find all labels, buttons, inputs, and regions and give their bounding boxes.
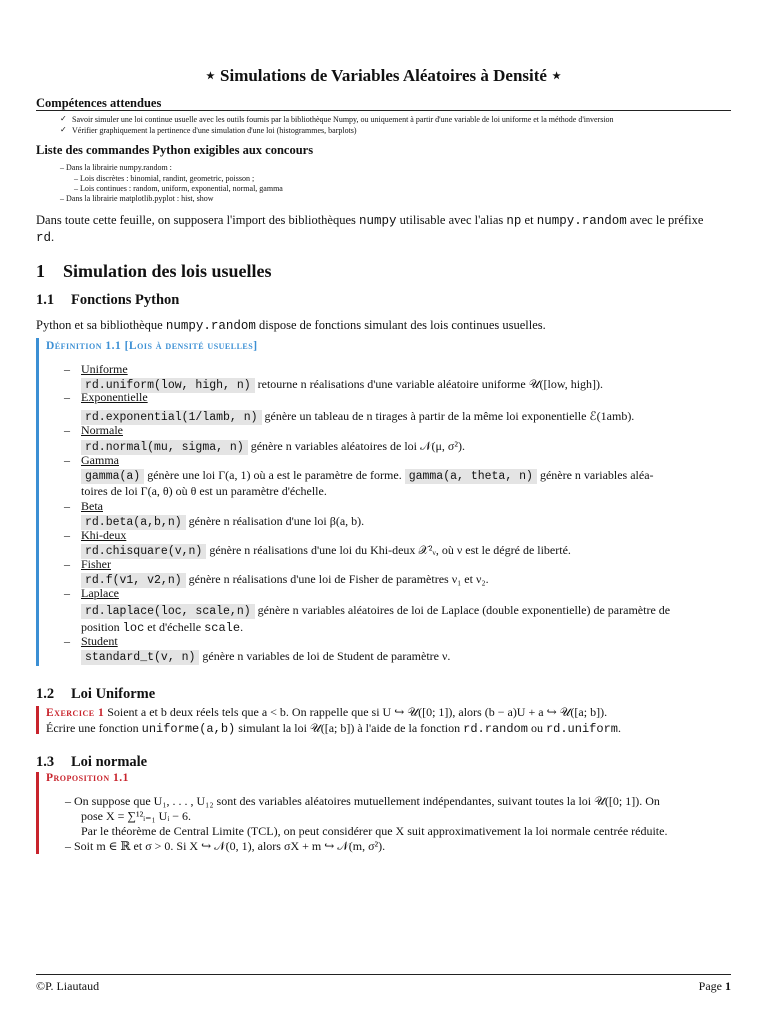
page-label: Page [698, 979, 722, 993]
law-name: Uniforme [81, 362, 128, 376]
footer-author: ©P. Liautaud [36, 979, 100, 993]
check-icon: ✓ [60, 125, 67, 134]
law-code: rd.f(v1, v2,n) [81, 573, 186, 588]
intro-text: et [524, 213, 534, 227]
law-code: standard_t(v, n) [81, 650, 199, 665]
commandes-heading: Liste des commandes Python exigibles aux concours [36, 143, 314, 157]
intro-mono: np [506, 214, 522, 228]
law-name: Student [81, 634, 118, 648]
intro-paragraph [36, 212, 731, 246]
exercise-line: Écrire une fonction [46, 721, 139, 735]
law-code: rd.uniform(low, high, n) [81, 378, 255, 393]
law-code: rd.beta(a,b,n) [81, 515, 186, 530]
exercise-line: Soient a et b deux réels tels que a < b. On rappelle que si U ↪ 𝒰([0; 1]), alors (b − a)U + a ↪ 𝒰([a; b]). [107, 705, 608, 719]
definition-bar [36, 338, 39, 666]
proposition-bar [36, 772, 39, 854]
law-desc: génère n réalisations d'une loi de Fisher de paramètres ν₁ et ν₂. [188, 572, 489, 586]
subsection-heading [36, 754, 147, 771]
commande-line: – Lois discrètes : binomial, randint, geometric, poisson ; [74, 174, 255, 183]
law-desc: génère n réalisations d'une loi du Khi-deux 𝒳²ᵥ, où ν est le dégré de liberté. [209, 543, 571, 557]
law-name: Gamma [81, 453, 119, 467]
law-name: Fisher [81, 557, 111, 571]
exercise-mono: rd.random [463, 722, 528, 736]
subsection-heading [36, 292, 179, 309]
check-icon: ✓ [60, 114, 67, 123]
sub11-mono: numpy.random [165, 319, 256, 333]
competence-item: Vérifier graphiquement la pertinence d'une simulation d'une loi (histogrammes, barplots) [72, 126, 357, 135]
intro-text: . [51, 230, 55, 244]
law-desc: génère n réalisation d'une loi β(a, b). [188, 514, 365, 528]
commande-line: – Dans la librairie matplotlib.pyplot : hist, show [60, 194, 214, 203]
exercise-line: simulant la loi 𝒰([a; b]) à l'aide de la fonction [238, 721, 461, 735]
law-desc: génère n variables aléatoires de loi 𝒩(μ, σ²). [250, 439, 465, 453]
subsection-number: 1.1 [36, 292, 55, 308]
sub11-text-part: Python et sa bibliothèque [36, 318, 163, 332]
intro-text: Dans toute cette feuille, on supposera l'import des bibliothèques [36, 213, 356, 227]
law-desc-3: toires de loi Γ(a, θ) où θ est un paramètre d'échelle. [81, 484, 327, 498]
law-code-2: gamma(a, theta, n) [405, 469, 537, 484]
law-desc: retourne n réalisations d'une variable aléatoire uniforme 𝒰([low, high]). [257, 377, 604, 391]
commande-line: – Lois continues : random, uniform, exponential, normal, gamma [74, 184, 283, 193]
exercise-mono: rd.uniform [545, 722, 618, 736]
law-code: rd.exponential(1/lamb, n) [81, 410, 262, 425]
subsection-number: 1.3 [36, 754, 55, 770]
law-desc-3 [81, 620, 731, 636]
exercise-line: ou [530, 721, 543, 735]
law-code: rd.laplace(loc, scale,n) [81, 604, 255, 619]
intro-text: utilisable avec l'alias [399, 213, 504, 227]
law-mono: loc [122, 621, 145, 635]
intro-mono: rd [36, 231, 52, 245]
intro-text: avec le préfixe [629, 213, 704, 227]
subsection-title: Loi normale [71, 754, 148, 770]
law-name: Laplace [81, 586, 119, 600]
law-code: rd.normal(mu, sigma, n) [81, 440, 248, 455]
definition-label: Définition 1.1 [Lois à densité usuelles] [46, 340, 258, 352]
law-name: Exponentielle [81, 390, 148, 404]
subsection-title: Fonctions Python [71, 292, 180, 308]
law-desc-2: génère n variables aléa- [539, 468, 654, 482]
law-name: Beta [81, 499, 103, 513]
subsection-heading [36, 686, 155, 703]
exercise-mono: uniforme(a,b) [141, 722, 236, 736]
document-page: ⋆ Simulations de Variables Aléatoires à Densité ⋆ Compétences attendues ✓ Savoir simuler une loi continue usuelle avec les outils fournis par la bibliothèque Numpy, ou uniquement à partir d'une variable de loi uniforme et la méthode d'inversion ✓ Vérifier graphiquement la pertinence d'une simulation d'une loi (histogrammes, barplots) Liste des commandes Python exigibles aux concours – Dans la librairie numpy.random : – Lois discrètes : binomial, randint, geometric, poisson ; – Lois continues : random, uniform, exponential, normal, gamma – Dans la librairie matplotlib.pyplot : hist, show Dans toute cette feuille, on supposera l'import des bibliothèques numpy utilisable avec l'alias np et numpy.random avec le préfixe rd. 1 Simulation des lois usuelles 1.1 Fonctions Python Python et sa bibliothèque numpy.random dispose de fonctions simulant des lois continues usuelles. Définition 1.1 [Lois à densité usuelles] – Uniforme rd.uniform(low, high, n) retourne n réalisations d'une variable aléatoire uniforme 𝒰([low, high]). – Exponentielle rd.exponential(1/lamb, n) génère un tableau de n tirages à partir de la même loi exponentielle ℰ(1amb). – Normale rd.normal(mu, sigma, n) génère n variables aléatoires de loi 𝒩(μ, σ²). – Gamma gamma(a) génère une loi Γ(a, 1) où a est le paramètre de forme. gamma(a, theta, n) génère n variables aléa- toires de loi Γ(a, θ) où θ est un paramètre d'échelle. – Beta rd.beta(a,b,n) génère n réalisation d'une loi β(a, b). – Khi-deux rd.chisquare(v,n) génère n réalisations d'une loi du Khi-deux 𝒳²ᵥ, où ν est le dégré de liberté. – Fisher rd.f(v1, v2,n) génère n réalisations d'une loi de Fisher de paramètres ν₁ et ν₂. – Laplace rd.laplace(loc, scale,n) génère n variables aléatoires de loi de Laplace (double exponentielle) de paramètre de position loc et d'échelle scale. – Student standard_t(v, n) génère n variables de loi de Student de paramètre ν. 1.2 Loi Uniforme Exercice 1 Soient a et b deux réels tels que a < b. On rappelle que si U ↪ 𝒰([0; 1]), alors (b − a)U + a ↪ 𝒰([a; b]). Écrire une fonction uniforme(a,b) simulant la loi 𝒰([a; b]) à l'aide de la fonction rd.random ou rd.uniform. 1.3 Loi normale Proposition 1.1 – On suppose que U₁, . . . , U₁₂ sont des variables aléatoires mutuellement indépendantes, suivant toutes la loi 𝒰([0; 1]). On pose X = ∑¹²ᵢ₌₁ Uᵢ − 6. Par le théorème de Central Limite (TCL), on peut considérer que X suit approximativement la loi normale centrée réduite. – Soit m ∈ ℝ et σ > 0. Si X ↪ 𝒩(0, 1), alors σX + m ↪ 𝒩(m, σ²). ©P. Liautaud Page 1 [36, 66, 731, 993]
proposition-label: Proposition 1.1 [46, 772, 129, 784]
competences-rule [36, 110, 731, 111]
law-desc-part: position [81, 620, 120, 634]
section-number: 1 [36, 261, 45, 281]
law-desc: génère un tableau de n tirages à partir de la même loi exponentielle ℰ(1amb). [264, 409, 635, 423]
proposition-line: – On suppose que U₁, . . . , U₁₂ sont des variables aléatoires mutuellement indépendantes, suivant toutes la loi 𝒰([0; 1]). On [65, 794, 660, 808]
footer-page [699, 979, 731, 994]
document-title: ⋆ Simulations de Variables Aléatoires à Densité ⋆ [205, 66, 562, 85]
law-mono: scale [204, 621, 241, 635]
section-heading [36, 261, 272, 282]
proposition-line: Par le théorème de Central Limite (TCL), on peut considérer que X suit approximativement la loi normale centrée réduite. [81, 824, 668, 838]
intro-mono: numpy [359, 214, 397, 228]
proposition-line: – Soit m ∈ ℝ et σ > 0. Si X ↪ 𝒩(0, 1), alors σX + m ↪ 𝒩(m, σ²). [65, 839, 386, 853]
page-number: 1 [725, 979, 731, 993]
subsection-title: Loi Uniforme [71, 686, 156, 702]
law-desc: génère n variables de loi de Student de paramètre ν. [202, 649, 451, 663]
law-desc: génère n variables aléatoires de loi de Laplace (double exponentielle) de paramètre de [257, 603, 671, 617]
footer-rule [36, 974, 731, 975]
exercise-label: Exercice 1 [46, 707, 105, 719]
sub11-text-part: dispose de fonctions simulant des lois continues usuelles. [259, 318, 546, 332]
law-desc-part: et d'échelle [147, 620, 202, 634]
competence-item: Savoir simuler une loi continue usuelle avec les outils fournis par la bibliothèque Numpy, ou uniquement à partir d'une variable de loi uniforme et la méthode d'inversion [72, 115, 614, 124]
law-name: Khi-deux [81, 528, 127, 542]
law-desc-part: . [240, 620, 244, 634]
section-title: Simulation des lois usuelles [63, 261, 272, 281]
law-name: Normale [81, 423, 123, 437]
exercise-line: . [617, 721, 621, 735]
subsection-number: 1.2 [36, 686, 55, 702]
exercise-block [46, 705, 726, 737]
intro-mono: numpy.random [536, 214, 627, 228]
law-code: rd.chisquare(v,n) [81, 544, 206, 559]
commande-line: – Dans la librairie numpy.random : [60, 163, 172, 172]
proposition-line: pose X = ∑¹²ᵢ₌₁ Uᵢ − 6. [81, 809, 192, 823]
exercise-bar [36, 706, 39, 734]
sub11-text [36, 317, 731, 334]
law-code: gamma(a) [81, 469, 144, 484]
competences-heading: Compétences attendues [36, 96, 162, 110]
law-desc: génère une loi Γ(a, 1) où a est le paramètre de forme. [147, 468, 402, 482]
